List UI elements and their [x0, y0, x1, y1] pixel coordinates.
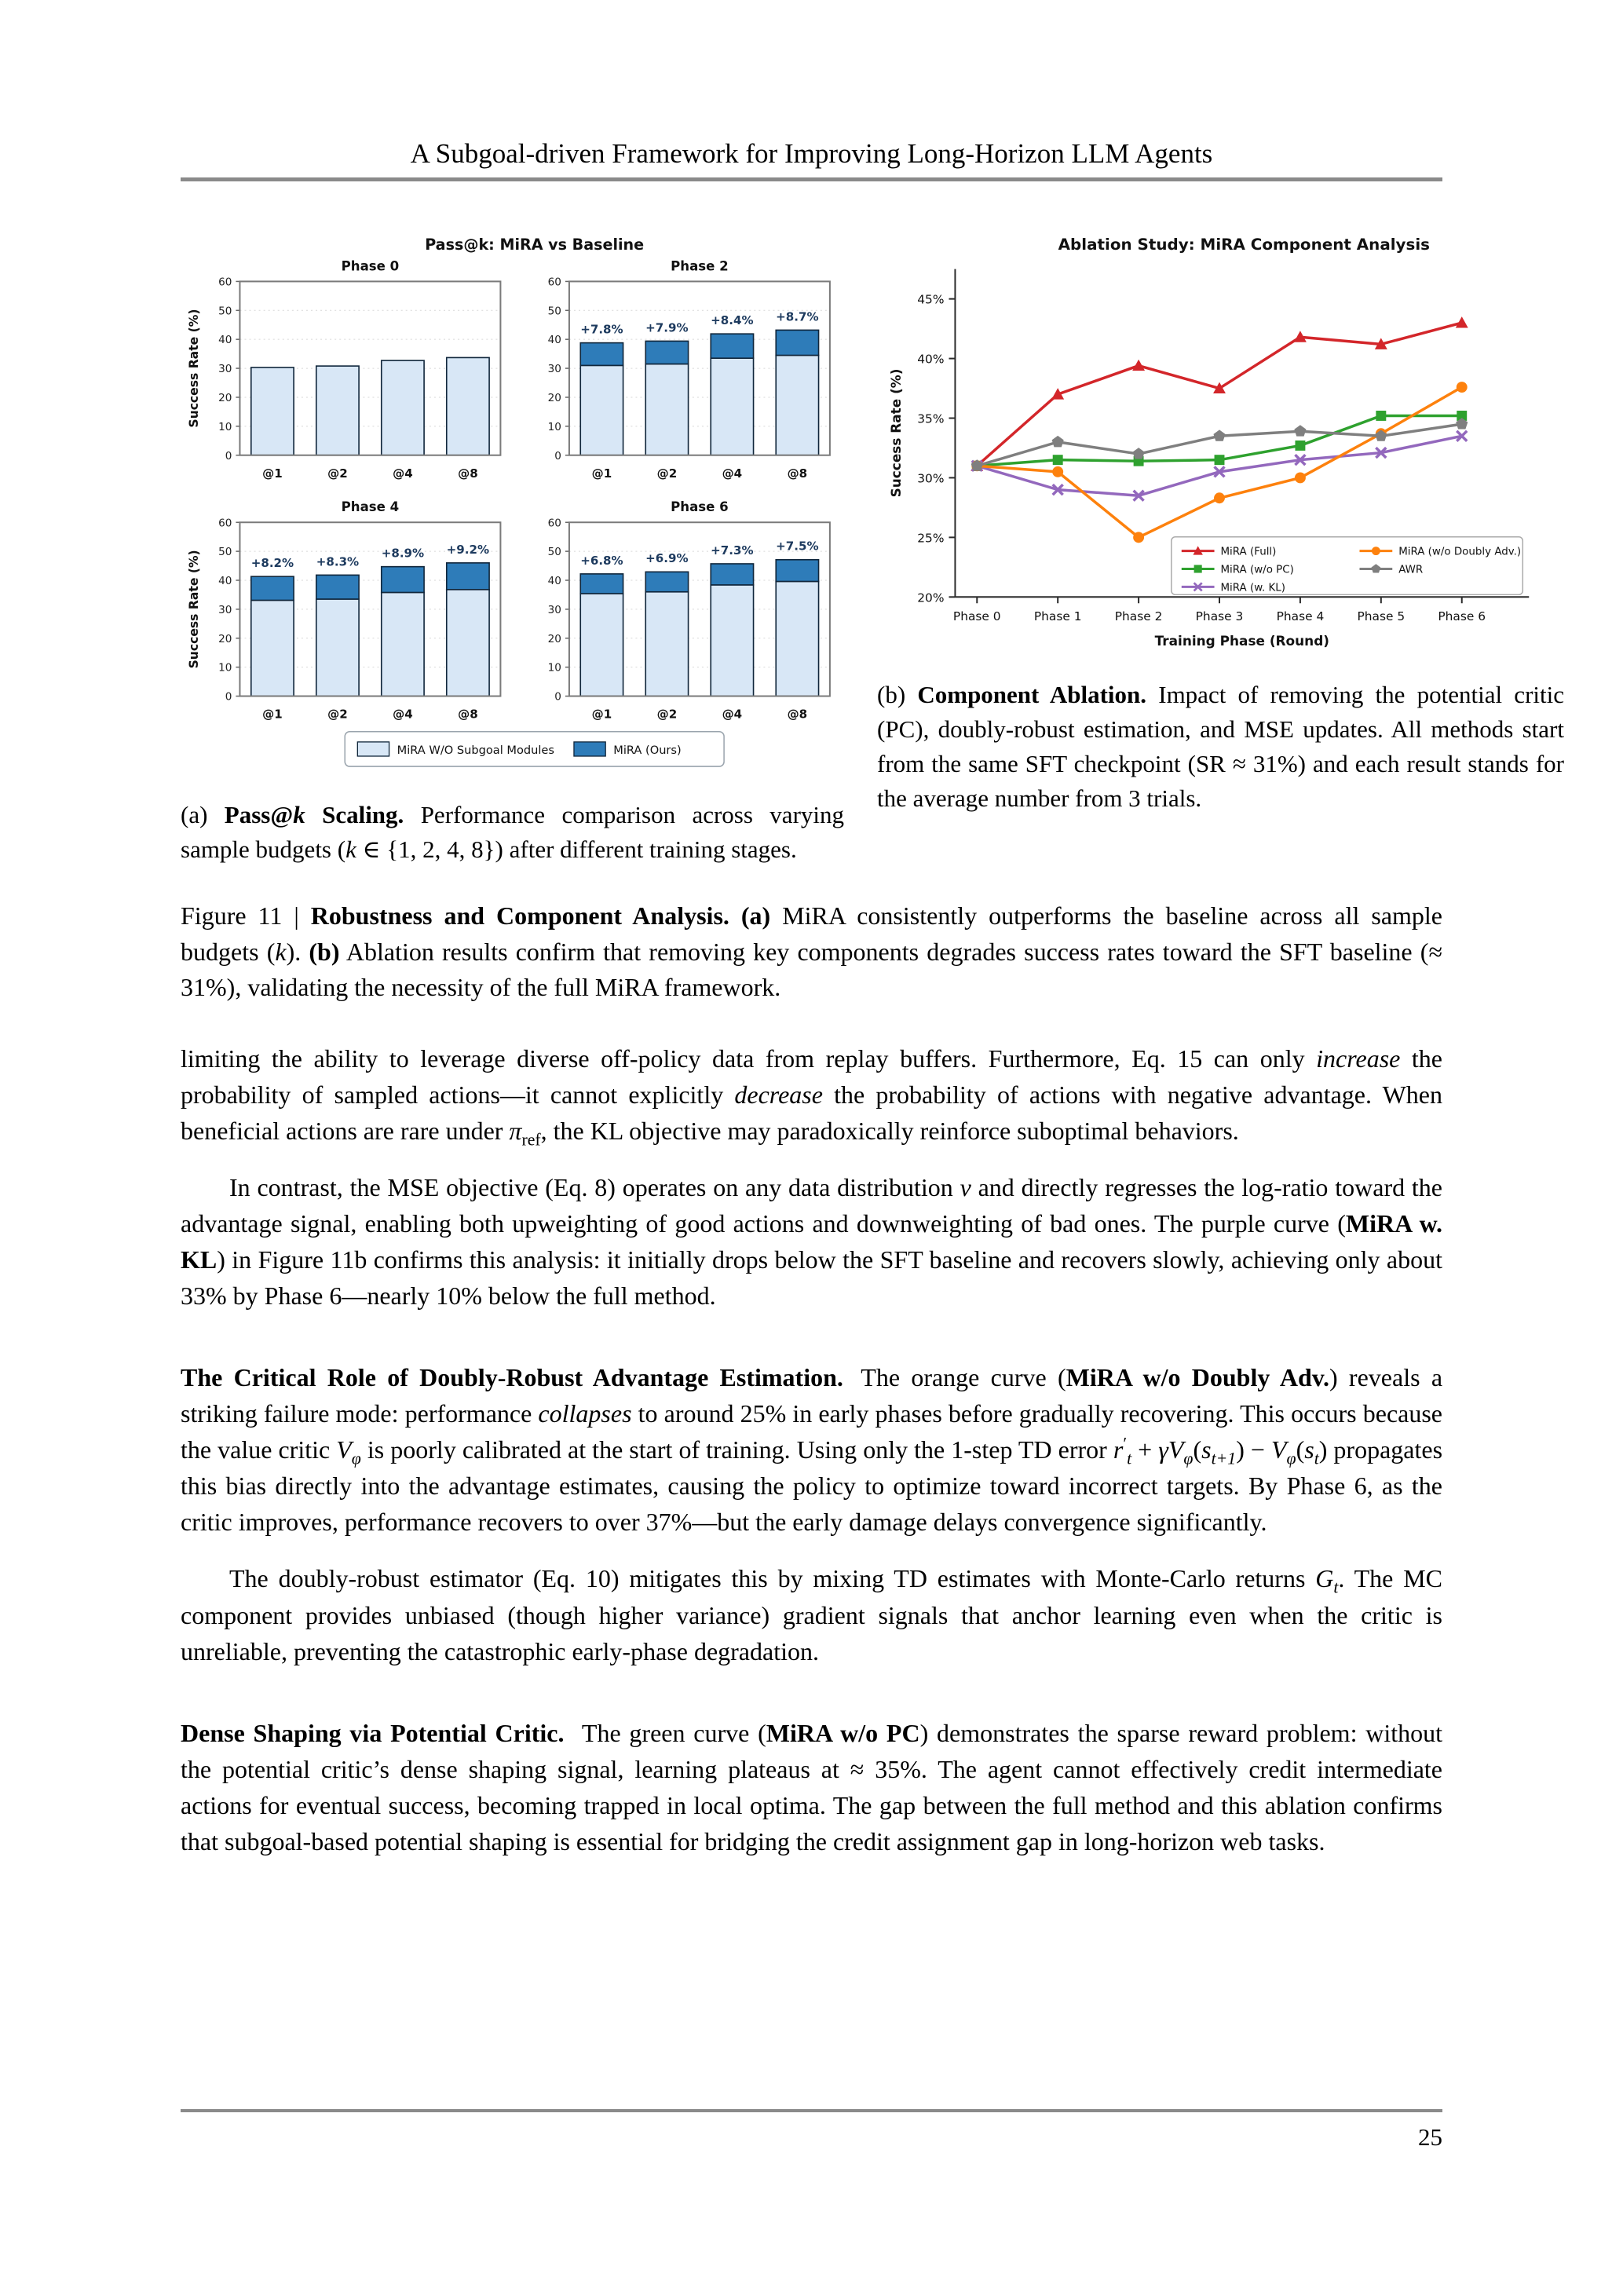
baseline-bar: [447, 590, 489, 696]
ours-bar-segment: [776, 330, 818, 355]
page-number: 25: [1418, 2123, 1442, 2151]
x-tick-label: @1: [262, 707, 283, 722]
y-tick-label: 60: [547, 517, 561, 530]
text-segment: (b): [877, 680, 918, 708]
text-segment: Performance comparison across varying sample budgets (: [181, 801, 845, 864]
x-tick-label: Phase 4: [1276, 609, 1325, 624]
marker-triangle: [1456, 316, 1468, 327]
x-tick-label: @4: [722, 707, 743, 722]
text-segment: to around 25% in early phases before gradually recovering. This occurs because the value critic: [181, 1399, 1442, 1464]
text-segment: (: [1193, 1435, 1202, 1464]
text-segment: φ: [351, 1449, 361, 1468]
marker-circle: [1457, 382, 1468, 393]
x-tick-label: @1: [591, 707, 612, 722]
gain-annotation: +9.2%: [446, 542, 490, 557]
text-segment: π: [509, 1116, 522, 1145]
x-tick-label: Phase 3: [1195, 609, 1244, 624]
marker-pentagon: [1213, 430, 1225, 441]
ablation-chart-svg: [877, 226, 1564, 664]
marker-pentagon: [1294, 425, 1306, 436]
gain-annotation: +7.9%: [645, 320, 689, 335]
x-tick-label: @2: [656, 466, 678, 481]
text-segment: . The MC component provides unbiased (though higher variance) gradient signals that anchor learning even when the critic is unreliable, preventing the catastrophic early-phase degradation.: [181, 1564, 1443, 1665]
text-segment: ) demonstrates the sparse reward problem: without the potential critic’s dense shaping signal, learning plateaus at ≈ 35%. The agent cannot effectively credit intermediate actions for eventual success, becoming trapped in local optima. The gap between the full method and this ablation confirms that subgoal-based potential shaping is essential for bridging the credit assignment gap in long-horizon web tasks.: [181, 1718, 1443, 1855]
text-segment: V: [336, 1435, 352, 1464]
gain-annotation: +7.3%: [711, 543, 754, 558]
x-tick-label: Phase 2: [1114, 609, 1163, 624]
figure-a-column: [181, 226, 844, 867]
text-segment: ′: [1123, 1434, 1128, 1453]
text-segment: Figure 11 |: [181, 901, 311, 930]
text-segment: ν: [960, 1172, 971, 1201]
caption-a: [181, 798, 844, 867]
x-tick-label: @4: [393, 707, 413, 722]
subplot-title: Phase 6: [671, 499, 729, 515]
paragraph: [181, 1040, 1442, 1149]
text-segment: (b): [309, 937, 340, 966]
gain-annotation: +7.8%: [580, 322, 623, 337]
baseline-bar: [711, 358, 753, 455]
section-paragraph: [181, 1715, 1442, 1859]
paragraph: [181, 1169, 1442, 1314]
legend-label: AWR: [1398, 564, 1424, 576]
y-tick-label: 45%: [917, 292, 945, 307]
gain-annotation: +8.2%: [250, 556, 294, 571]
marker-circle: [1133, 532, 1144, 543]
text-segment: limiting the ability to leverage diverse off-policy data from replay buffers. Furthermore, Eq. 15 can only: [181, 1044, 1317, 1073]
x-tick-label: Phase 0: [952, 609, 1001, 624]
x-tick-label: @2: [656, 707, 678, 722]
text-segment: the probability of sampled actions—it cannot explicitly: [181, 1044, 1443, 1109]
passk-bar-chart: [181, 226, 844, 779]
marker-square: [1376, 411, 1386, 421]
y-tick-label: 60: [218, 517, 232, 530]
text-segment: Ablation results confirm that removing key components degrades success rates toward the SFT baseline (≈ 31%), validating the necessity of the full MiRA framework.: [181, 937, 1443, 1002]
body-text: [181, 1040, 1442, 1859]
y-tick-label: 40: [547, 334, 561, 347]
subplot-title: Phase 0: [341, 258, 400, 274]
text-segment: k: [293, 801, 305, 829]
text-segment: +: [1131, 1435, 1159, 1464]
x-tick-label: @8: [458, 707, 478, 722]
y-tick-label: 50: [547, 305, 561, 318]
ours-bar-segment: [645, 572, 688, 591]
text-segment: Dense Shaping via Potential Critic.: [181, 1718, 565, 1747]
x-tick-label: Phase 5: [1357, 609, 1406, 624]
y-tick-label: 40: [547, 575, 561, 588]
y-tick-label: 50: [218, 546, 232, 559]
x-tick-label: @4: [393, 466, 413, 481]
ours-bar-segment: [645, 341, 688, 364]
y-tick-label: 50: [547, 546, 561, 559]
y-tick-label: 10: [218, 420, 232, 433]
baseline-bar: [645, 592, 688, 696]
text-segment: (a): [181, 801, 225, 829]
line-legend: [1172, 537, 1522, 595]
baseline-bar: [447, 357, 489, 455]
x-tick-label: @2: [327, 707, 348, 722]
gain-annotation: +7.5%: [776, 539, 819, 554]
text-segment: ∈ {1, 2, 4, 8}) after different training stages.: [356, 835, 797, 864]
text-segment: k: [345, 835, 356, 864]
text-segment: Robustness and Component Analysis. (a): [310, 901, 771, 930]
baseline-bar: [580, 594, 623, 696]
header-rule: [181, 177, 1442, 181]
legend-label: MiRA (Ours): [613, 743, 682, 757]
text-segment: The green curve (: [581, 1718, 766, 1747]
text-segment: The orange curve (: [861, 1363, 1066, 1392]
text-segment: ) −: [1236, 1435, 1271, 1464]
baseline-bar: [382, 360, 424, 455]
y-axis-label: Success Rate (%): [887, 368, 904, 498]
y-axis-label: Success Rate (%): [187, 309, 202, 428]
x-tick-label: Phase 6: [1438, 609, 1486, 624]
ours-bar-segment: [776, 560, 818, 582]
ours-bar-segment: [580, 574, 623, 594]
marker-circle: [1295, 472, 1306, 483]
y-tick-label: 20: [547, 391, 561, 404]
text-segment: (: [1296, 1435, 1305, 1464]
x-tick-label: @8: [458, 466, 478, 481]
text-segment: ) propagates this bias directly into the advantage estimates, causing the policy to optimize toward incorrect targets. By Phase 6, as the critic improves, performance recovers to over 37%—but the early damage delays convergence significantly.: [181, 1435, 1443, 1537]
y-tick-label: 30: [547, 603, 561, 616]
text-segment: Impact of removing the potential critic (PC), doubly-robust estimation, and MSE updates. All methods start from the same SFT checkpoint (SR ≈ 31%) and each result stands for the average number from 3 trials.: [877, 680, 1564, 812]
section-paragraph: [181, 1359, 1442, 1540]
x-tick-label: @4: [722, 466, 743, 481]
text-segment: the probability of actions with negative advantage. When beneficial actions are rare under: [181, 1080, 1443, 1145]
text-segment: decrease: [734, 1080, 823, 1109]
text-segment: MiRA w. KL: [181, 1208, 1443, 1274]
ablation-line-chart: [877, 226, 1564, 664]
text-segment: φ: [1183, 1449, 1193, 1468]
gain-annotation: +8.3%: [316, 554, 360, 569]
text-segment: V: [1270, 1435, 1287, 1464]
marker-circle: [1214, 492, 1225, 503]
marker-square: [1215, 455, 1225, 465]
ours-bar-segment: [447, 563, 489, 590]
legend-label: MiRA (w. KL): [1220, 582, 1285, 594]
x-tick-label: @1: [591, 466, 612, 481]
y-tick-label: 10: [547, 420, 561, 433]
figure-b-column: [877, 226, 1564, 816]
caption-b: [877, 678, 1564, 816]
text-segment: t: [1314, 1449, 1319, 1468]
marker-pentagon: [1052, 436, 1064, 447]
y-tick-label: 40%: [917, 352, 945, 367]
y-tick-label: 30%: [917, 471, 945, 486]
marker-triangle: [1132, 360, 1145, 371]
y-tick-label: 20: [547, 632, 561, 645]
marker-square: [1295, 441, 1305, 451]
text-segment: γV: [1158, 1435, 1184, 1464]
text-segment: The Critical Role of Doubly-Robust Advantage Estimation.: [181, 1363, 843, 1392]
text-segment: φ: [1286, 1449, 1296, 1468]
y-tick-label: 10: [218, 661, 232, 675]
text-segment: The doubly-robust estimator (Eq. 10) mitigates this by mixing TD estimates with Monte-Carlo returns: [229, 1564, 1316, 1593]
baseline-bar: [776, 581, 818, 696]
baseline-bar: [776, 355, 818, 455]
text-segment: t: [1127, 1449, 1132, 1468]
text-segment: s: [1201, 1435, 1212, 1464]
marker-square: [1053, 455, 1063, 465]
x-tick-label: @1: [262, 466, 283, 481]
text-segment: and directly regresses the log-ratio toward the advantage signal, enabling both upweighting of good actions and downweighting of bad ones. The purple curve (: [181, 1172, 1443, 1238]
y-axis-label: Success Rate (%): [187, 550, 202, 669]
footer-rule: [181, 2109, 1442, 2112]
gain-annotation: +8.4%: [711, 313, 754, 328]
baseline-bar: [251, 367, 294, 455]
marker-square: [1194, 565, 1202, 572]
y-tick-label: 40: [218, 334, 232, 347]
text-segment: t: [1333, 1578, 1339, 1597]
text-segment: G: [1315, 1564, 1334, 1593]
y-tick-label: 20%: [917, 590, 945, 605]
text-segment: Scaling.: [305, 801, 404, 829]
text-segment: MiRA consistently outperforms the baseline across all sample budgets (: [181, 901, 1443, 966]
text-segment: r: [1113, 1435, 1124, 1464]
figure-11-caption: [181, 898, 1442, 1005]
gain-annotation: +8.7%: [776, 309, 819, 324]
y-tick-label: 0: [225, 690, 232, 704]
figure-11: [181, 226, 1564, 867]
y-tick-label: 0: [225, 449, 232, 462]
y-tick-label: 60: [218, 276, 232, 289]
ours-bar-segment: [382, 567, 424, 593]
bar-legend: [345, 732, 724, 766]
x-tick-label: @8: [787, 707, 808, 722]
y-tick-label: 40: [218, 575, 232, 588]
y-tick-label: 20: [218, 632, 232, 645]
page-content: [181, 226, 1564, 1859]
baseline-bar: [316, 599, 359, 696]
y-tick-label: 0: [554, 449, 561, 462]
ours-bar-segment: [316, 575, 359, 599]
passk-chart-svg: [181, 226, 844, 779]
text-segment: ).: [286, 937, 309, 966]
y-tick-label: 30: [218, 603, 232, 616]
gain-annotation: +8.9%: [381, 546, 425, 561]
y-tick-label: 20: [218, 391, 232, 404]
paragraph: [181, 1560, 1442, 1669]
y-tick-label: 10: [547, 661, 561, 675]
text-segment: MiRA w/o PC: [766, 1718, 920, 1747]
text-segment: t+1: [1211, 1449, 1237, 1468]
ours-bar-segment: [711, 334, 753, 358]
x-tick-label: Phase 1: [1033, 609, 1082, 624]
ours-bar-segment: [251, 576, 294, 600]
y-tick-label: 0: [554, 690, 561, 704]
x-axis-label: Training Phase (Round): [1154, 632, 1330, 649]
chart-title: Pass@k: MiRA vs Baseline: [425, 236, 645, 254]
running-head: A Subgoal-driven Framework for Improving Long-Horizon LLM Agents: [410, 138, 1213, 169]
series-x: [972, 431, 1467, 501]
baseline-bar: [645, 364, 688, 455]
y-tick-label: 60: [547, 276, 561, 289]
baseline-bar: [580, 365, 623, 455]
text-segment: Component Ablation.: [917, 680, 1147, 708]
gain-annotation: +6.8%: [580, 553, 623, 568]
text-segment: , the KL objective may paradoxically reinforce suboptimal behaviors.: [540, 1116, 1239, 1145]
y-tick-label: 30: [547, 363, 561, 376]
legend-label: MiRA (Full): [1220, 546, 1277, 558]
y-tick-label: 25%: [917, 531, 945, 546]
text-segment: is poorly calibrated at the start of training. Using only the 1-step TD error: [360, 1435, 1113, 1464]
x-tick-label: @8: [787, 466, 808, 481]
gain-annotation: +6.9%: [645, 551, 689, 566]
baseline-bar: [316, 366, 359, 455]
legend-label: MiRA (w/o PC): [1220, 564, 1294, 576]
text-segment: increase: [1316, 1044, 1401, 1073]
text-segment: In contrast, the MSE objective (Eq. 8) operates on any data distribution: [229, 1172, 960, 1201]
marker-circle: [1052, 466, 1063, 477]
y-tick-label: 35%: [917, 411, 945, 426]
text-segment: k: [275, 937, 287, 966]
chart-title: Ablation Study: MiRA Component Analysis: [1058, 235, 1430, 254]
y-tick-label: 50: [218, 305, 232, 318]
subplot-title: Phase 2: [671, 258, 729, 274]
text-segment: Pass@: [224, 801, 294, 829]
y-tick-label: 30: [218, 363, 232, 376]
legend-swatch-ours: [574, 742, 605, 756]
marker-circle: [1372, 547, 1380, 555]
text-segment: ) reveals a striking failure mode: performance: [181, 1363, 1443, 1428]
legend-label: MiRA W/O Subgoal Modules: [397, 743, 554, 757]
subplot-title: Phase 4: [341, 499, 400, 515]
baseline-bar: [382, 592, 424, 696]
text-segment: ) in Figure 11b confirms this analysis: it initially drops below the SFT baseline and recovers slowly, achieving only about 33% by Phase 6—nearly 10% below the full method.: [181, 1245, 1442, 1310]
text-segment: MiRA w/o Doubly Adv.: [1066, 1363, 1329, 1392]
baseline-bar: [711, 585, 753, 696]
series-triangle: [971, 316, 1468, 471]
ours-bar-segment: [711, 564, 753, 585]
text-segment: ref: [521, 1130, 541, 1150]
x-tick-label: @2: [327, 466, 348, 481]
text-segment: collapses: [538, 1399, 632, 1428]
legend-swatch-baseline: [357, 742, 389, 756]
legend-label: MiRA (w/o Doubly Adv.): [1398, 546, 1522, 558]
marker-pentagon: [1133, 448, 1145, 459]
ours-bar-segment: [580, 343, 623, 366]
baseline-bar: [251, 600, 294, 696]
text-segment: s: [1304, 1435, 1314, 1464]
